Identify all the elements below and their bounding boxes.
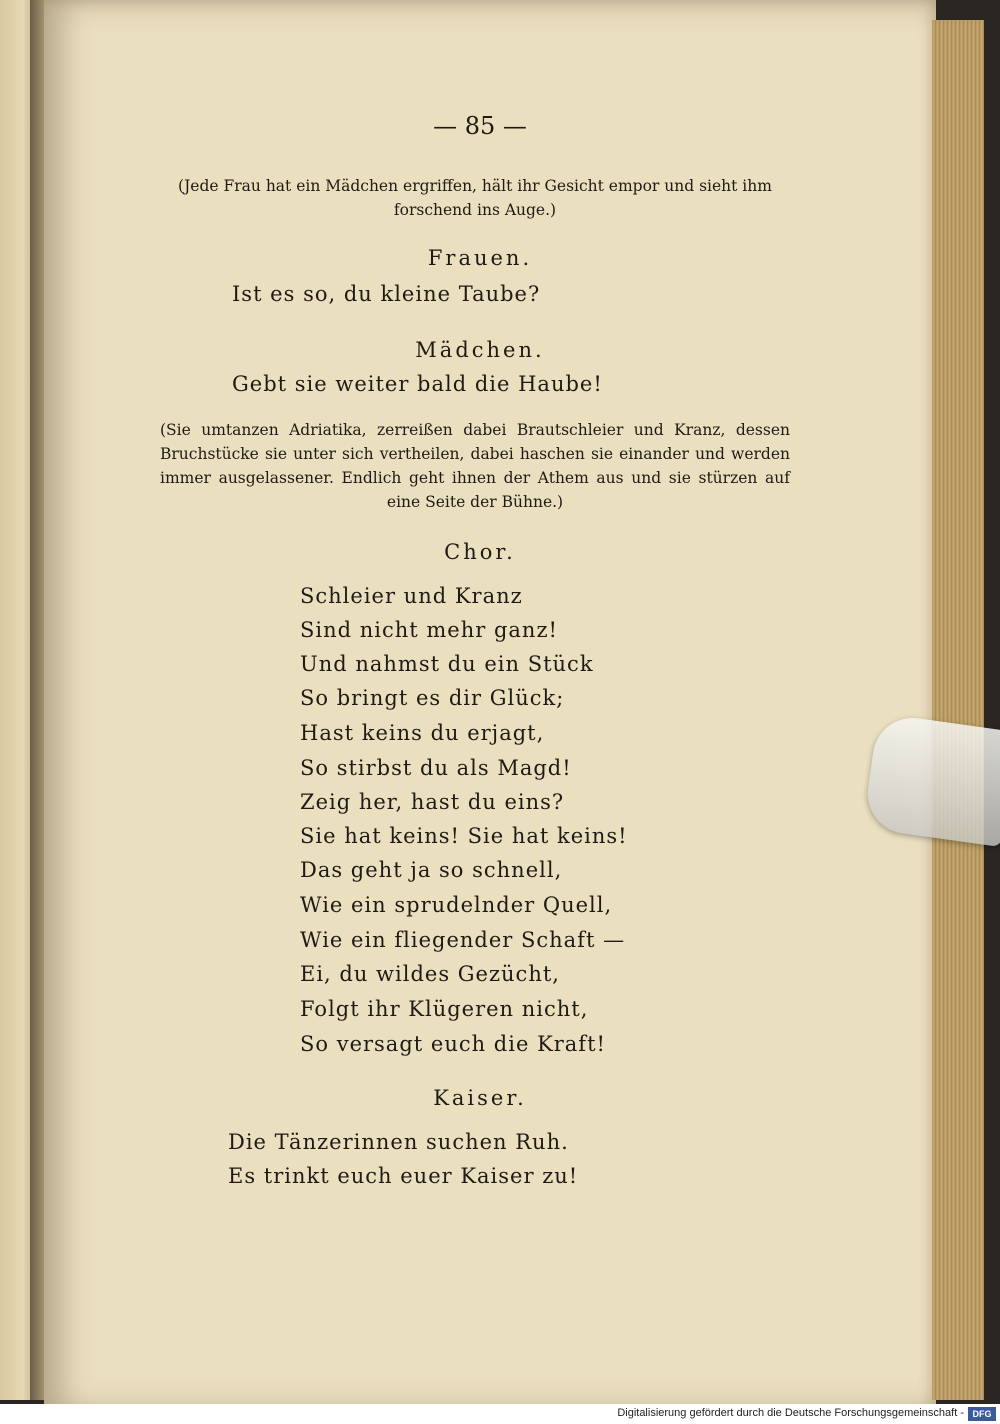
chor-line: Schleier und Kranz: [300, 584, 523, 608]
kaiser-line: Die Tänzerinnen suchen Ruh.: [228, 1130, 569, 1154]
chor-line: So bringt es dir Glück;: [300, 686, 565, 710]
chor-line: Wie ein fliegender Schaft —: [300, 928, 626, 952]
speaker-frauen: Frauen.: [427, 246, 533, 270]
footer-credit: Digitalisierung gefördert durch die Deutsche Forschungsgemeinschaft -: [617, 1407, 964, 1419]
page-number: — 85 —: [433, 112, 527, 140]
page-stack-edge: [932, 20, 984, 1400]
chor-line: Hast keins du erjagt,: [300, 721, 545, 745]
kaiser-line: Es trinkt euch euer Kaiser zu!: [228, 1164, 579, 1188]
speaker-maedchen: Mädchen.: [415, 338, 545, 362]
chor-line: Zeig her, hast du eins?: [300, 790, 565, 814]
chor-line: So stirbst du als Magd!: [300, 756, 572, 780]
chor-line: Ei, du wildes Gezücht,: [300, 962, 560, 986]
chor-line: Wie ein sprudelnder Quell,: [300, 893, 613, 917]
speaker-chor: Chor.: [444, 540, 516, 564]
chor-line: Und nahmst du ein Stück: [300, 652, 594, 676]
dfg-logo: DFG: [968, 1407, 996, 1421]
line-frauen: Ist es so, du kleine Taube?: [232, 282, 541, 306]
footer-bar: [0, 1404, 1000, 1424]
chor-line: So versagt euch die Kraft!: [300, 1032, 606, 1056]
stage-direction-1: (Jede Frau hat ein Mädchen ergriffen, hält ihr Gesicht empor und sieht ihm forschend ins Auge.): [178, 177, 772, 219]
stage-direction-2: (Sie umtanzen Adriatika, zerreißen dabei Brautschleier und Kranz, dessen Bruchstücke sie unter sich vertheilen, dabei haschen sie einander und werden immer ausgelassener. Endlich geht ihnen der Athem aus und sie stürzen auf eine Seite der Bühne.): [160, 421, 790, 511]
speaker-kaiser: Kaiser.: [433, 1086, 527, 1110]
chor-line: Das geht ja so schnell,: [300, 858, 563, 882]
chor-line: Folgt ihr Klügeren nicht,: [300, 997, 589, 1021]
chor-line: Sie hat keins! Sie hat keins!: [300, 824, 628, 848]
chor-line: Sind nicht mehr ganz!: [300, 618, 558, 642]
line-maedchen: Gebt sie weiter bald die Haube!: [232, 372, 603, 396]
